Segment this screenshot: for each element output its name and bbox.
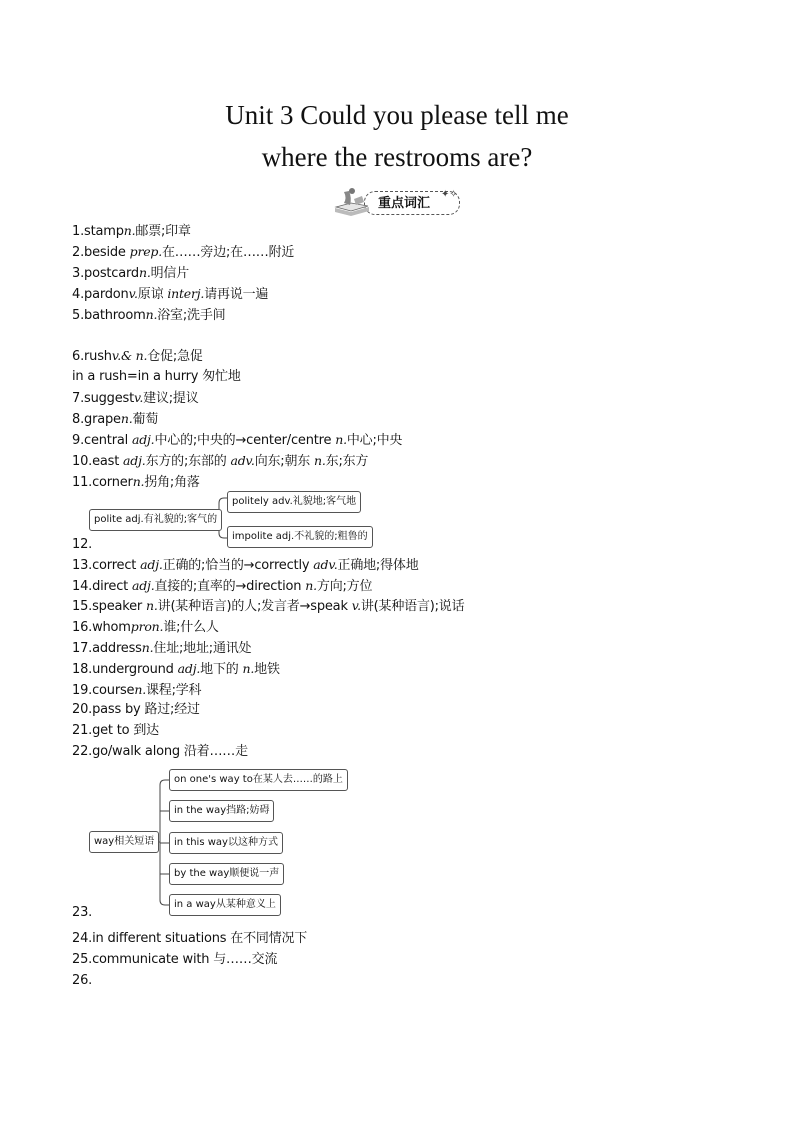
item-pos: adj.	[131, 432, 155, 447]
item-word: postcard	[84, 266, 139, 281]
item-meaning: 东;东方	[325, 454, 369, 469]
item-meaning: 正确的;恰当的→correctly	[162, 558, 314, 573]
item-number: 11.	[72, 475, 93, 490]
item-pos: n.	[146, 598, 158, 613]
item-meaning: 地铁	[254, 662, 280, 677]
item-word: suggest	[84, 391, 134, 406]
polite-root-box: polite adj.有礼貌的;客气的	[89, 509, 222, 531]
item-pos: n.	[242, 661, 255, 676]
item-word: pardon	[84, 287, 129, 302]
item-pos: adj.	[177, 661, 201, 676]
polite-branch-box: politely adv.礼貌地;客气地	[227, 491, 361, 513]
item-meaning: 中心的;中央的→center/centre	[154, 433, 336, 448]
item-word: bathroom	[84, 308, 146, 323]
item-meaning: 正确地;得体地	[337, 558, 419, 573]
item-number: 14.	[72, 579, 93, 594]
title-line-1: Unit 3 Could you please tell me	[225, 100, 569, 130]
item-word: speaker	[92, 599, 147, 614]
item-pos: n.	[335, 432, 347, 447]
item-meaning: 葡萄	[132, 412, 159, 427]
way-branch-box: by the way顺便说一声	[169, 863, 284, 885]
item-meaning: 课程;学科	[145, 683, 202, 698]
item-pos: n.	[120, 411, 133, 426]
item-pos: interj.	[167, 286, 205, 301]
item-pos: n.	[134, 682, 146, 697]
item-meaning: 拐角;角落	[144, 475, 200, 490]
item-pos: n.	[314, 453, 326, 468]
item-number: 3.	[72, 266, 85, 281]
item-meaning: 原谅	[137, 287, 168, 302]
badge-label: 重点词汇	[378, 196, 431, 211]
title-line-2: where the restrooms are?	[261, 142, 533, 172]
item-text: 26.	[72, 973, 93, 988]
item-pos: adj.	[131, 578, 155, 593]
way-root-box: way相关短语	[89, 831, 159, 853]
item-number: 6.	[72, 349, 85, 364]
item-meaning: 向东;朝东	[254, 454, 315, 469]
item-pos: n.	[145, 307, 158, 322]
item-meaning: 谁;什么人	[163, 620, 219, 635]
item-pos: adv.	[230, 453, 255, 468]
item-pos: pron.	[130, 619, 164, 634]
item-number: 1.	[72, 224, 85, 239]
polite-branch-box: impolite adj.不礼貌的;粗鲁的	[227, 526, 373, 548]
way-branch-box: on one's way to在某人去……的路上	[169, 769, 348, 791]
item-text: 22.go/walk along 沿着……走	[72, 744, 248, 759]
item-word: direct	[92, 579, 132, 594]
way-branch-box: in this way以这种方式	[169, 832, 283, 854]
item-pos: adj.	[140, 557, 163, 572]
item-pos: n.	[138, 265, 151, 280]
item-number: 4.	[72, 287, 85, 302]
item-pos: n.	[123, 223, 136, 238]
item-pos: adj.	[123, 453, 146, 468]
item-word: stamp	[84, 224, 124, 239]
item-meaning: 地下的	[200, 662, 243, 677]
item-pos: v.& n.	[111, 348, 148, 363]
item-pos: n.	[132, 474, 145, 489]
item-word: address	[92, 641, 142, 656]
item-meaning: 在……旁边;在……附近	[162, 245, 295, 260]
item-word: whom	[92, 620, 131, 635]
item-number: 7.	[72, 391, 85, 406]
item-meaning: 建议;提议	[143, 391, 199, 406]
item-meaning: 明信片	[150, 266, 190, 281]
item-number: 13.	[72, 558, 93, 573]
star-icon: ✦✧	[441, 189, 458, 200]
item-word: central	[84, 433, 132, 448]
item-word: corner	[92, 475, 133, 490]
item-word: rush	[84, 349, 112, 364]
item-number: 9.	[72, 433, 85, 448]
item-text: 24.in different situations 在不同情况下	[72, 931, 308, 946]
item-pos: v.	[351, 598, 361, 613]
item-number: 17.	[72, 641, 93, 656]
way-branch-box: in the way挡路;妨碍	[169, 800, 274, 822]
item-number: 2.	[72, 245, 85, 260]
way-branch-box: in a way从某种意义上	[169, 894, 281, 916]
item-word: east	[92, 454, 124, 469]
item-number: 18.	[72, 662, 93, 677]
item-text: in a rush=in a hurry 匆忙地	[72, 369, 241, 384]
item-meaning: 方向;方位	[316, 579, 373, 594]
item-text: 23.	[72, 905, 93, 920]
item-word: underground	[92, 662, 178, 677]
item-meaning: 请再说一遍	[204, 287, 269, 302]
item-number: 19.	[72, 683, 93, 698]
item-meaning: 住址;地址;通讯处	[153, 641, 252, 656]
item-pos: v.	[128, 286, 138, 301]
item-meaning: 讲(某种语言);说话	[360, 599, 465, 614]
item-meaning: 中心;中央	[346, 433, 403, 448]
item-text: 12.	[72, 537, 93, 552]
item-number: 15.	[72, 599, 93, 614]
item-word: course	[92, 683, 135, 698]
item-word: grape	[84, 412, 121, 427]
item-meaning: 东方的;东部的	[145, 454, 231, 469]
item-number: 10.	[72, 454, 93, 469]
item-number: 8.	[72, 412, 85, 427]
item-meaning: 邮票;印章	[135, 224, 191, 239]
item-text: 21.get to 到达	[72, 723, 159, 738]
item-meaning: 仓促;急促	[147, 349, 203, 364]
item-number: 5.	[72, 308, 85, 323]
item-meaning: 浴室;洗手间	[157, 308, 226, 323]
item-text: 20.pass by 路过;经过	[72, 702, 200, 717]
item-meaning: 讲(某种语言)的人;发言者→speak	[157, 599, 352, 614]
item-pos: v.	[134, 390, 144, 405]
item-number: 16.	[72, 620, 93, 635]
item-pos: prep.	[129, 244, 162, 259]
item-word: beside	[84, 245, 130, 260]
item-pos: n.	[141, 640, 154, 655]
item-pos: adv.	[313, 557, 338, 572]
item-word: correct	[92, 558, 141, 573]
item-text: 25.communicate with 与……交流	[72, 952, 278, 967]
item-pos: n.	[305, 578, 317, 593]
item-meaning: 直接的;直率的→direction	[154, 579, 306, 594]
